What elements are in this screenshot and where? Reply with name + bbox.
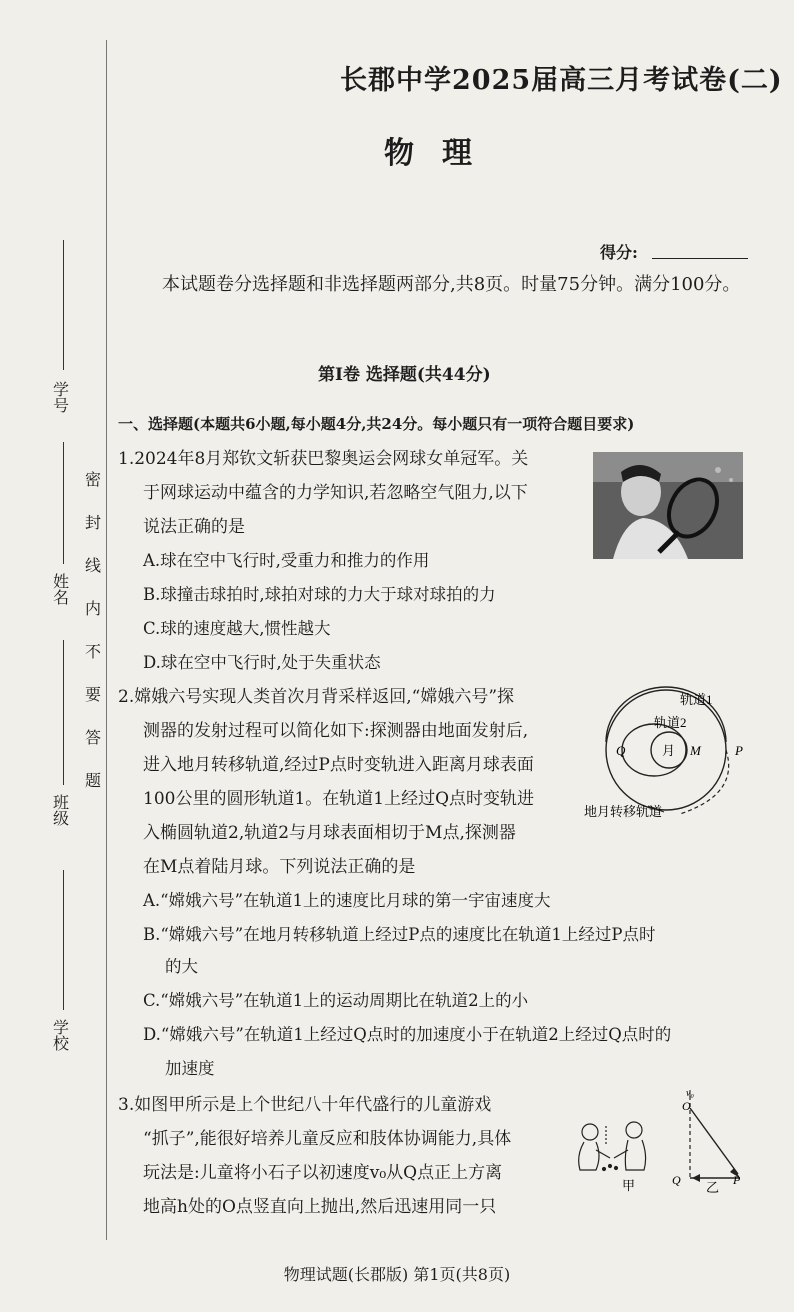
question-2-line-6: 在M点着陆月球。下列说法正确的是 xyxy=(143,857,416,877)
question-3-line-2: “抓子”,能很好培养儿童反应和肢体协调能力,具体 xyxy=(143,1129,512,1149)
point-q-label: Q xyxy=(616,743,626,758)
question-2-option-b: B.“嫦娥六号”在地月转移轨道上经过P点的速度比在轨道1上经过P点时 xyxy=(143,925,656,944)
figure-jia-label: 甲 xyxy=(622,1178,636,1193)
point-p-label: P xyxy=(735,743,743,758)
name-blank xyxy=(63,442,64,564)
tennis-player-photo xyxy=(593,452,743,559)
page-footer: 物理试题(长郡版) 第1页(共8页) xyxy=(283,1265,511,1284)
question-2-line-1: 2.嫦娥六号实现人类首次月背采样返回,“嫦娥六号”探 xyxy=(118,687,515,707)
score-blank xyxy=(652,258,748,259)
question-2-line-2: 测器的发射过程可以简化如下:探测器由地面发射后, xyxy=(143,721,529,741)
children-illustration xyxy=(579,1122,646,1171)
question-2-line-4: 100公里的圆形轨道1。在轨道1上经过Q点时变轨进 xyxy=(143,789,535,809)
part-title: 一、选择题(本题共6小题,每小题4分,共24分。每小题只有一项符合题目要求) xyxy=(118,415,635,433)
question-2-option-a: A.“嫦娥六号”在轨道1上的速度比月球的第一宇宙速度大 xyxy=(143,891,551,910)
question-1-option-a: A.球在空中飞行时,受重力和推力的作用 xyxy=(143,551,430,570)
seal-notice-text: 密 封 线 内 不 要 答 题 xyxy=(84,470,101,790)
school-blank xyxy=(63,870,64,1010)
question-2-line-3: 进入地月转移轨道,经过P点时变轨进入距离月球表面 xyxy=(143,755,534,775)
question-2-option-d-cont: 加速度 xyxy=(165,1059,215,1078)
subject-title: 物理 xyxy=(384,136,500,171)
field-label-name: 姓名 xyxy=(52,572,69,607)
score-label: 得分: xyxy=(600,243,638,262)
question-2-line-5: 入椭圆轨道2,轨道2与月球表面相切于M点,探测器 xyxy=(143,823,516,843)
orbit-2-label: 轨道2 xyxy=(654,715,687,730)
question-1-line-1: 1.2024年8月郑钦文斩获巴黎奥运会网球女单冠军。关 xyxy=(118,449,529,469)
question-3-line-1: 3.如图甲所示是上个世纪八十年代盛行的儿童游戏 xyxy=(118,1095,492,1115)
orbit-1-label: 轨道1 xyxy=(680,692,713,707)
field-label-school: 学校 xyxy=(52,1018,69,1053)
question-2-option-c: C.“嫦娥六号”在轨道1上的运动周期比在轨道2上的小 xyxy=(143,991,529,1010)
figure-yi-label: 乙 xyxy=(706,1180,720,1195)
v0-label: v₀ xyxy=(686,1088,694,1099)
orbit-2 xyxy=(622,724,686,776)
question-3-line-3: 玩法是:儿童将小石子以初速度v₀从Q点正上方离 xyxy=(143,1163,503,1183)
field-label-class: 班级 xyxy=(52,793,69,828)
point-m-label: M xyxy=(690,743,701,758)
binding-line xyxy=(106,40,107,1240)
student-id-blank xyxy=(63,240,64,370)
question-1-line-3: 说法正确的是 xyxy=(143,517,245,537)
section-title: 第Ⅰ卷 选择题(共44分) xyxy=(318,365,491,385)
question-2-option-b-cont: 的大 xyxy=(165,957,198,976)
question-3-line-4: 地高h处的O点竖直向上抛出,然后迅速用同一只 xyxy=(143,1197,497,1217)
orbit-diagram xyxy=(580,682,760,827)
point-o-label: O xyxy=(682,1099,691,1113)
question-1-line-2: 于网球运动中蕴含的力学知识,若忽略空气阻力,以下 xyxy=(143,483,528,503)
question-1-option-d: D.球在空中飞行时,处于失重状态 xyxy=(143,653,381,672)
class-blank xyxy=(63,640,64,785)
point-p-label: P xyxy=(733,1173,741,1187)
question-1-option-b: B.球撞击球拍时,球拍对球的力大于球对球拍的力 xyxy=(143,585,496,604)
seal-notice xyxy=(84,458,102,802)
transfer-orbit xyxy=(680,750,729,814)
moon-label: 月 xyxy=(662,743,676,758)
question-1-option-c: C.球的速度越大,惯性越大 xyxy=(143,619,331,638)
transfer-orbit-label: 地月转移轨道 xyxy=(584,804,663,819)
exam-title: 长郡中学2025届高三月考试卷(二) xyxy=(340,65,783,96)
game-figure xyxy=(566,1086,756,1202)
point-q-label: Q xyxy=(672,1173,681,1187)
field-label-student-id: 学号 xyxy=(52,380,69,415)
exam-intro: 本试题卷分选择题和非选择题两部分,共8页。时量75分钟。满分100分。 xyxy=(162,274,741,295)
question-2-option-d: D.“嫦娥六号”在轨道1上经过Q点时的加速度小于在轨道2上经过Q点时的 xyxy=(143,1025,672,1044)
